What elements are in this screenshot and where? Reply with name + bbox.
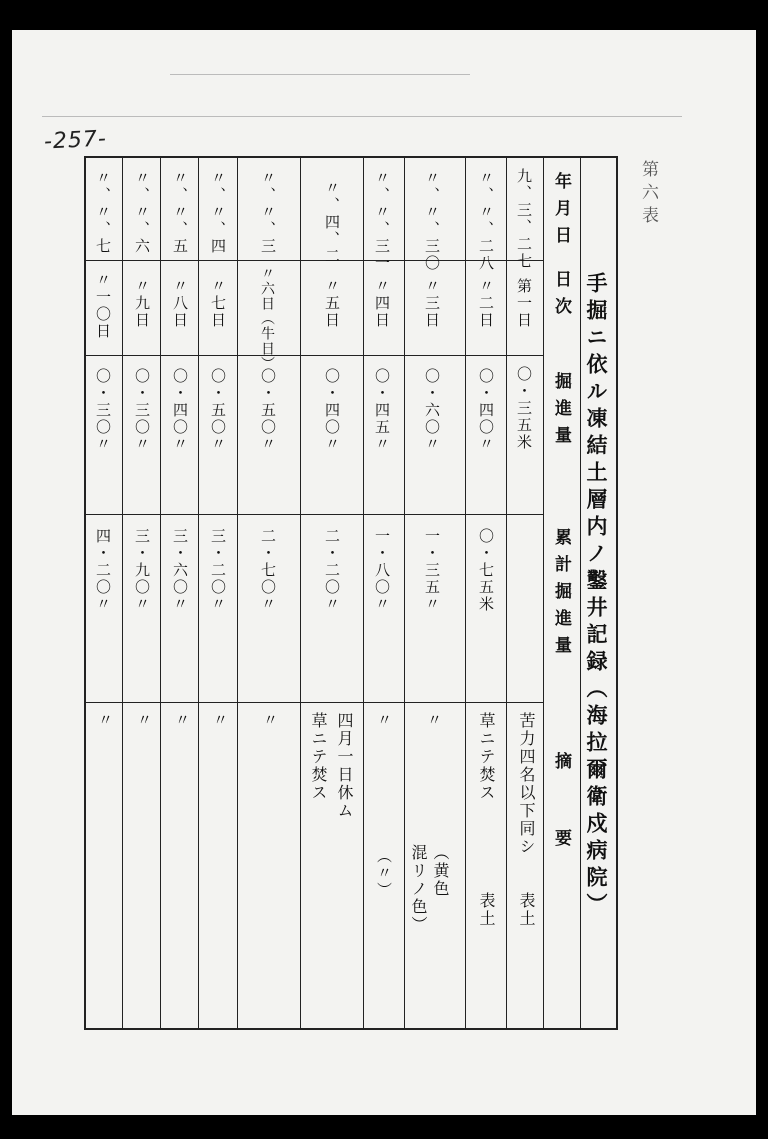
cell-remark: 草ニテ焚ス	[309, 712, 328, 802]
field-divider	[84, 260, 544, 261]
cell-remark: 表土	[477, 892, 496, 928]
cell-day: 〃六日（牛日）	[259, 266, 275, 371]
cell-day: 〃八日	[171, 278, 189, 329]
cell-daily: 〇・四〇〃	[323, 368, 341, 453]
cell-day: 〃一〇日	[94, 272, 112, 340]
title-divider	[580, 156, 581, 1030]
scan-line	[170, 74, 470, 75]
header-divider	[543, 156, 544, 1030]
cell-remark: 〃	[375, 712, 393, 729]
cell-day: 〃九日	[133, 278, 151, 329]
cell-remark: 〃	[135, 712, 153, 729]
cell-daily: 〇・三五米	[515, 366, 533, 451]
header-cumulative: 累計掘進量	[551, 528, 571, 663]
cell-date: 〃、四、二	[323, 180, 341, 265]
scan-line	[42, 116, 682, 117]
cell-day: 第一日	[515, 278, 533, 329]
cell-date: 〃、〃、三一	[373, 170, 391, 272]
cell-remark: 表土	[517, 892, 536, 928]
cell-date: 〃、〃、二八	[477, 170, 495, 272]
cell-remark: 〃	[261, 712, 279, 729]
header-daily: 掘進量	[551, 372, 571, 453]
cell-date: 九、三、二七	[515, 168, 533, 270]
row-divider	[122, 156, 123, 1030]
table-left-border	[84, 156, 86, 1030]
row-divider	[198, 156, 199, 1030]
cell-daily: 〇・五〇〃	[259, 368, 277, 453]
cell-day: 〃五日	[323, 278, 341, 329]
cell-remark: 混リノ色）	[409, 844, 428, 934]
cell-daily: 〇・五〇〃	[209, 368, 227, 453]
cell-date: 〃、〃、三	[259, 170, 277, 255]
cell-daily: 〇・四五〃	[373, 368, 391, 453]
row-divider	[506, 156, 507, 1030]
cell-cumulative: 三・二〇〃	[209, 528, 227, 613]
cell-remark: 〃	[425, 712, 443, 729]
row-divider	[363, 156, 364, 1030]
field-divider	[84, 355, 544, 356]
table-top-border	[84, 156, 618, 158]
cell-date: 〃、〃、七	[94, 170, 112, 255]
cell-remark: （黄色	[431, 844, 450, 898]
cell-day: 〃七日	[209, 278, 227, 329]
cell-daily: 〇・四〇〃	[171, 368, 189, 453]
cell-day: 〃四日	[373, 278, 391, 329]
field-divider	[84, 702, 544, 703]
cell-cumulative: 四・二〇〃	[94, 528, 112, 613]
cell-cumulative: 三・九〇〃	[133, 528, 151, 613]
table-title: 手掘ニ依ル凍結土層内ノ鑿井記録（海拉爾衛戍病院）	[584, 272, 609, 920]
header-day: 日次	[551, 270, 571, 324]
cell-daily: 〇・六〇〃	[423, 368, 441, 453]
table-bottom-border	[84, 1028, 618, 1030]
row-divider	[237, 156, 238, 1030]
table-label: 第六表	[638, 160, 658, 229]
cell-day: 〃三日	[423, 278, 441, 329]
cell-cumulative: 二・二〇〃	[323, 528, 341, 613]
row-divider	[160, 156, 161, 1030]
cell-daily: 〇・三〇〃	[133, 368, 151, 453]
cell-remark: 草ニテ焚ス	[477, 712, 496, 802]
cell-cumulative: 〇・七五米	[477, 528, 495, 613]
cell-day: 〃二日	[477, 278, 495, 329]
cell-remark: 苦力四名以下同シ	[517, 712, 536, 856]
cell-daily: 〇・三〇〃	[94, 368, 112, 453]
cell-remark: 四月一日休ム	[335, 712, 354, 820]
cell-cumulative: 二・七〇〃	[259, 528, 277, 613]
cell-date: 〃、〃、三〇	[423, 170, 441, 272]
header-remarks: 摘要	[551, 752, 571, 906]
cell-remark: 〃	[96, 712, 114, 729]
row-divider	[300, 156, 301, 1030]
cell-cumulative: 一・八〇〃	[373, 528, 391, 613]
page-number: -257-	[43, 126, 108, 155]
field-divider	[84, 514, 544, 515]
cell-cumulative: 一・三五〃	[423, 528, 441, 613]
row-divider	[404, 156, 405, 1030]
header-date: 年月日	[551, 172, 571, 253]
table-right-border	[616, 156, 618, 1030]
cell-date: 〃、〃、五	[171, 170, 189, 255]
cell-cumulative: 三・六〇〃	[171, 528, 189, 613]
cell-date: 〃、〃、六	[133, 170, 151, 255]
cell-date: 〃、〃、四	[209, 170, 227, 255]
cell-remark: 〃	[211, 712, 229, 729]
row-divider	[465, 156, 466, 1030]
cell-daily: 〇・四〇〃	[477, 368, 495, 453]
cell-remark: （〃）	[375, 848, 393, 899]
cell-remark: 〃	[173, 712, 191, 729]
